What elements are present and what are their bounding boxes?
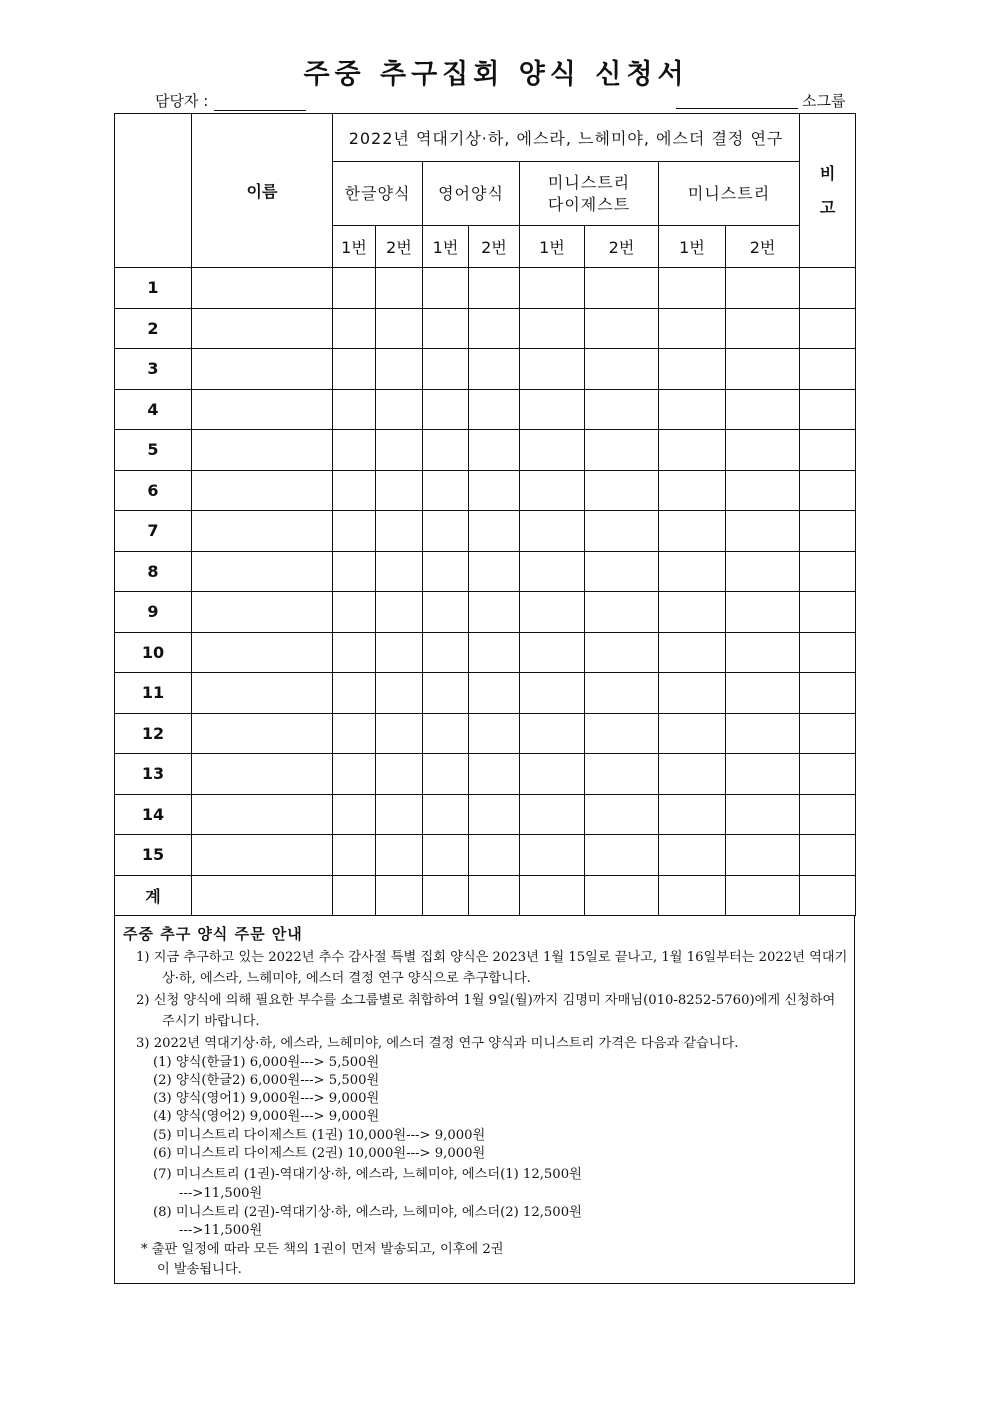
notice-line: 2) 신청 양식에 의해 필요한 부수를 소그룹별로 취합하여 1월 9일(월)까지 김명미 자매님(010-8252-5760)에게 신청하여 (136, 993, 836, 1008)
quantity-cell[interactable] (726, 551, 800, 592)
name-cell[interactable] (192, 875, 333, 916)
row-number: 10 (115, 632, 192, 673)
table-row (115, 592, 856, 633)
name-cell[interactable] (192, 308, 333, 349)
quantity-cell[interactable] (520, 835, 585, 876)
quantity-cell[interactable] (726, 430, 800, 471)
name-cell[interactable] (192, 389, 333, 430)
quantity-cell[interactable] (333, 875, 376, 916)
quantity-cell[interactable] (333, 835, 376, 876)
table-row (115, 551, 856, 592)
quantity-cell[interactable] (659, 875, 726, 916)
quantity-cell[interactable] (333, 511, 376, 552)
quantity-cell[interactable] (520, 551, 585, 592)
note-cell[interactable] (800, 632, 856, 673)
manager-input-line[interactable] (214, 95, 306, 111)
row-number: 14 (115, 794, 192, 835)
quantity-cell[interactable] (659, 713, 726, 754)
note-cell[interactable] (800, 794, 856, 835)
quantity-cell[interactable] (520, 794, 585, 835)
name-header: 이름 (192, 114, 333, 268)
quantity-cell[interactable] (423, 875, 469, 916)
quantity-cell[interactable] (333, 430, 376, 471)
row-number: 15 (115, 835, 192, 876)
quantity-cell[interactable] (659, 268, 726, 309)
notice-line: --->11,500원 (179, 1186, 263, 1201)
quantity-cell[interactable] (520, 389, 585, 430)
quantity-cell[interactable] (469, 349, 520, 390)
table-row (115, 754, 856, 795)
quantity-cell[interactable] (726, 308, 800, 349)
row-number: 5 (115, 430, 192, 471)
row-number: 계 (115, 875, 192, 916)
category-english (423, 162, 520, 226)
quantity-cell[interactable] (423, 389, 469, 430)
row-number: 12 (115, 713, 192, 754)
quantity-cell[interactable] (726, 835, 800, 876)
quantity-cell[interactable] (659, 592, 726, 633)
note-cell[interactable] (800, 389, 856, 430)
quantity-cell[interactable] (423, 835, 469, 876)
quantity-cell[interactable] (726, 632, 800, 673)
quantity-cell[interactable] (726, 268, 800, 309)
quantity-cell[interactable] (423, 592, 469, 633)
note-cell[interactable] (800, 673, 856, 714)
quantity-cell[interactable] (469, 713, 520, 754)
category-ministry-digest (520, 162, 659, 226)
quantity-cell[interactable] (423, 308, 469, 349)
name-cell[interactable] (192, 551, 333, 592)
note-cell[interactable] (800, 470, 856, 511)
quantity-cell[interactable] (585, 389, 659, 430)
group-input-line[interactable] (676, 108, 798, 109)
order-notice (114, 915, 855, 1284)
quantity-cell[interactable] (726, 349, 800, 390)
quantity-cell[interactable] (469, 389, 520, 430)
quantity-cell[interactable] (376, 308, 423, 349)
quantity-cell[interactable] (333, 632, 376, 673)
quantity-cell[interactable] (423, 673, 469, 714)
quantity-cell[interactable] (423, 349, 469, 390)
name-cell[interactable] (192, 470, 333, 511)
name-cell[interactable] (192, 349, 333, 390)
quantity-cell[interactable] (726, 389, 800, 430)
quantity-cell[interactable] (520, 713, 585, 754)
order-rows (115, 268, 856, 916)
notice-line: (3) 양식(영어1) 9,000원---> 9,000원 (153, 1091, 380, 1106)
row-number: 7 (115, 511, 192, 552)
quantity-cell[interactable] (376, 511, 423, 552)
category-ministry (659, 162, 800, 226)
notice-line: (4) 양식(영어2) 9,000원---> 9,000원 (153, 1109, 380, 1124)
note-cell[interactable] (800, 875, 856, 916)
quantity-cell[interactable] (469, 430, 520, 471)
table-row (115, 268, 856, 309)
quantity-cell[interactable] (376, 430, 423, 471)
quantity-cell[interactable] (376, 875, 423, 916)
note-cell[interactable] (800, 835, 856, 876)
quantity-cell[interactable] (659, 551, 726, 592)
volume-header: 2번 (376, 226, 423, 268)
name-cell[interactable] (192, 673, 333, 714)
manager-field[interactable] (155, 90, 306, 111)
volume-header: 1번 (659, 226, 726, 268)
quantity-cell[interactable] (333, 470, 376, 511)
name-cell[interactable] (192, 835, 333, 876)
name-cell[interactable] (192, 754, 333, 795)
quantity-cell[interactable] (333, 794, 376, 835)
table-row (115, 430, 856, 471)
quantity-cell[interactable] (423, 511, 469, 552)
quantity-cell[interactable] (333, 308, 376, 349)
quantity-cell[interactable] (520, 592, 585, 633)
volume-header: 2번 (726, 226, 800, 268)
quantity-cell[interactable] (726, 511, 800, 552)
notice-line: (6) 미니스트리 다이제스트 (2권) 10,000원---> 9,000원 (153, 1146, 486, 1161)
row-number: 4 (115, 389, 192, 430)
quantity-cell[interactable] (469, 268, 520, 309)
group-label: 소그룹 (802, 92, 846, 110)
table-row (115, 349, 856, 390)
note-cell[interactable] (800, 268, 856, 309)
notice-line: (7) 미니스트리 (1권)-역대기상·하, 에스라, 느헤미야, 에스더(1) 12,500원 (153, 1167, 582, 1182)
quantity-cell[interactable] (659, 308, 726, 349)
quantity-cell[interactable] (469, 308, 520, 349)
quantity-cell[interactable] (585, 308, 659, 349)
notice-line: (1) 양식(한글1) 6,000원---> 5,500원 (153, 1055, 380, 1070)
note-cell[interactable] (800, 754, 856, 795)
note-cell[interactable] (800, 592, 856, 633)
quantity-cell[interactable] (520, 308, 585, 349)
quantity-cell[interactable] (585, 835, 659, 876)
quantity-cell[interactable] (469, 632, 520, 673)
quantity-cell[interactable] (376, 389, 423, 430)
note-cell[interactable] (800, 430, 856, 471)
quantity-cell[interactable] (659, 835, 726, 876)
quantity-cell[interactable] (585, 592, 659, 633)
category-line: 영어양식 (438, 183, 504, 203)
quantity-cell[interactable] (423, 794, 469, 835)
note-cell[interactable] (800, 551, 856, 592)
row-number: 8 (115, 551, 192, 592)
quantity-cell[interactable] (333, 592, 376, 633)
category-korean (333, 162, 423, 226)
table-row (115, 835, 856, 876)
quantity-cell[interactable] (376, 551, 423, 592)
quantity-cell[interactable] (376, 349, 423, 390)
quantity-cell[interactable] (585, 551, 659, 592)
number-header-cell (115, 114, 192, 268)
note-cell[interactable] (800, 511, 856, 552)
quantity-cell[interactable] (423, 632, 469, 673)
quantity-cell[interactable] (520, 349, 585, 390)
quantity-cell[interactable] (333, 551, 376, 592)
quantity-cell[interactable] (585, 754, 659, 795)
category-line: 미니스트리 (687, 183, 771, 203)
notice-line: (5) 미니스트리 다이제스트 (1권) 10,000원---> 9,000원 (153, 1128, 486, 1143)
quantity-cell[interactable] (469, 673, 520, 714)
quantity-cell[interactable] (726, 713, 800, 754)
notice-line: * 출판 일정에 따라 모든 책의 1권이 먼저 발송되고, 이후에 2권 (141, 1242, 504, 1257)
table-row (115, 794, 856, 835)
quantity-cell[interactable] (376, 632, 423, 673)
quantity-cell[interactable] (469, 794, 520, 835)
note-header-char-2: 고 (819, 197, 836, 217)
quantity-cell[interactable] (520, 754, 585, 795)
name-cell[interactable] (192, 713, 333, 754)
quantity-cell[interactable] (585, 794, 659, 835)
notice-line: 상·하, 에스라, 느헤미야, 에스더 결정 연구 양식으로 추구합니다. (162, 971, 531, 986)
quantity-cell[interactable] (659, 754, 726, 795)
row-number: 1 (115, 268, 192, 309)
quantity-cell[interactable] (333, 713, 376, 754)
quantity-cell[interactable] (726, 794, 800, 835)
quantity-cell[interactable] (376, 713, 423, 754)
name-cell[interactable] (192, 511, 333, 552)
quantity-cell[interactable] (659, 389, 726, 430)
quantity-cell[interactable] (520, 511, 585, 552)
volume-header: 1번 (520, 226, 585, 268)
category-line: 다이제스트 (547, 194, 631, 214)
quantity-cell[interactable] (659, 673, 726, 714)
table-row (115, 632, 856, 673)
row-number: 3 (115, 349, 192, 390)
volume-header: 1번 (423, 226, 469, 268)
notice-line: --->11,500원 (179, 1223, 263, 1238)
quantity-cell[interactable] (520, 268, 585, 309)
quantity-cell[interactable] (520, 470, 585, 511)
notice-line: 3) 2022년 역대기상·하, 에스라, 느헤미야, 에스더 결정 연구 양식과 미니스트리 가격은 다음과 같습니다. (136, 1036, 739, 1051)
quantity-cell[interactable] (659, 511, 726, 552)
quantity-cell[interactable] (585, 349, 659, 390)
quantity-cell[interactable] (333, 754, 376, 795)
note-cell[interactable] (800, 349, 856, 390)
quantity-cell[interactable] (726, 754, 800, 795)
volume-header: 1번 (333, 226, 376, 268)
quantity-cell[interactable] (333, 268, 376, 309)
name-cell[interactable] (192, 430, 333, 471)
name-cell[interactable] (192, 632, 333, 673)
order-table (114, 113, 856, 916)
table-row (115, 673, 856, 714)
quantity-cell[interactable] (726, 875, 800, 916)
note-header (800, 114, 856, 268)
name-cell[interactable] (192, 794, 333, 835)
quantity-cell[interactable] (469, 470, 520, 511)
quantity-cell[interactable] (469, 754, 520, 795)
table-row (115, 470, 856, 511)
quantity-cell[interactable] (520, 632, 585, 673)
quantity-cell[interactable] (469, 835, 520, 876)
table-row (115, 511, 856, 552)
quantity-cell[interactable] (659, 349, 726, 390)
quantity-cell[interactable] (423, 551, 469, 592)
table-row (115, 308, 856, 349)
quantity-cell[interactable] (376, 835, 423, 876)
volume-header: 2번 (469, 226, 520, 268)
quantity-cell[interactable] (376, 794, 423, 835)
quantity-cell[interactable] (333, 673, 376, 714)
quantity-cell[interactable] (423, 713, 469, 754)
notice-line: 이 발송됩니다. (157, 1262, 242, 1277)
quantity-cell[interactable] (585, 713, 659, 754)
quantity-cell[interactable] (376, 673, 423, 714)
quantity-cell[interactable] (469, 875, 520, 916)
quantity-cell[interactable] (585, 511, 659, 552)
notice-line: (8) 미니스트리 (2권)-역대기상·하, 에스라, 느헤미야, 에스더(2) 12,500원 (153, 1205, 582, 1220)
table-row (115, 875, 856, 916)
note-header-char-1: 비 (819, 163, 836, 183)
table-row (115, 389, 856, 430)
manager-label: 담당자 : (155, 92, 209, 110)
quantity-cell[interactable] (520, 875, 585, 916)
quantity-cell[interactable] (726, 470, 800, 511)
quantity-cell[interactable] (659, 430, 726, 471)
quantity-cell[interactable] (585, 673, 659, 714)
quantity-cell[interactable] (659, 632, 726, 673)
quantity-cell[interactable] (423, 430, 469, 471)
category-line: 미니스트리 (547, 172, 631, 192)
table-row (115, 713, 856, 754)
quantity-cell[interactable] (585, 875, 659, 916)
quantity-cell[interactable] (423, 470, 469, 511)
quantity-cell[interactable] (520, 430, 585, 471)
quantity-cell[interactable] (376, 470, 423, 511)
quantity-cell[interactable] (520, 673, 585, 714)
quantity-cell[interactable] (376, 592, 423, 633)
quantity-cell[interactable] (659, 470, 726, 511)
row-number: 13 (115, 754, 192, 795)
row-number: 11 (115, 673, 192, 714)
quantity-cell[interactable] (423, 754, 469, 795)
notice-line: 1) 지금 추구하고 있는 2022년 추수 감사절 특별 집회 양식은 2023년 1월 15일로 끝나고, 1월 16일부터는 2022년 역대기 (136, 950, 848, 965)
quantity-cell[interactable] (333, 349, 376, 390)
quantity-cell[interactable] (585, 632, 659, 673)
row-number: 6 (115, 470, 192, 511)
quantity-cell[interactable] (376, 268, 423, 309)
quantity-cell[interactable] (469, 511, 520, 552)
row-number: 2 (115, 308, 192, 349)
row-number: 9 (115, 592, 192, 633)
quantity-cell[interactable] (726, 673, 800, 714)
quantity-cell[interactable] (585, 268, 659, 309)
notice-line: (2) 양식(한글2) 6,000원---> 5,500원 (153, 1073, 380, 1088)
quantity-cell[interactable] (469, 551, 520, 592)
quantity-cell[interactable] (659, 794, 726, 835)
note-cell[interactable] (800, 713, 856, 754)
notice-line: 주시기 바랍니다. (162, 1014, 260, 1029)
quantity-cell[interactable] (333, 389, 376, 430)
quantity-cell[interactable] (469, 592, 520, 633)
quantity-cell[interactable] (376, 754, 423, 795)
quantity-cell[interactable] (726, 592, 800, 633)
category-line: 한글양식 (344, 183, 411, 203)
notice-title: 주중 추구 양식 주문 안내 (123, 925, 303, 943)
note-cell[interactable] (800, 308, 856, 349)
study-header: 2022년 역대기상·하, 에스라, 느헤미야, 에스더 결정 연구 (333, 114, 800, 162)
quantity-cell[interactable] (585, 470, 659, 511)
form-title: 주중 추구집회 양식 신청서 (303, 59, 689, 90)
name-cell[interactable] (192, 592, 333, 633)
quantity-cell[interactable] (423, 268, 469, 309)
name-cell[interactable] (192, 268, 333, 309)
quantity-cell[interactable] (585, 430, 659, 471)
volume-header: 2번 (585, 226, 659, 268)
